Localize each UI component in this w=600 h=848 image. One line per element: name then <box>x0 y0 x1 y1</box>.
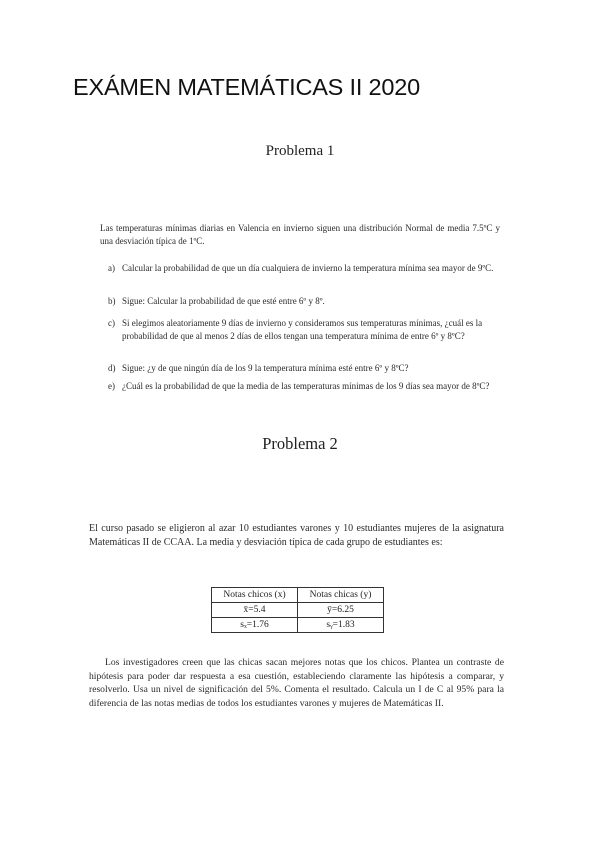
table-cell: ȳ=6.25 <box>298 603 384 618</box>
table-row <box>212 603 384 618</box>
table-cell: sₓ=1.76 <box>212 618 298 633</box>
question-text: Si elegimos aleatoriamente 9 días de invierno y consideramos sus temperaturas mínimas, ¿cuál es la probabilidad de que al menos 2 días de ellos tengan una temperatura mínima de entre 6º y 8ºC? <box>122 318 483 341</box>
table-header-cell: Notas chicos (x) <box>212 588 298 603</box>
statistics-table <box>211 587 384 633</box>
problem-2-heading: Problema 2 <box>262 434 338 453</box>
question-label: e) <box>108 381 115 391</box>
question-c <box>108 317 498 342</box>
table-header-cell: Notas chicas (y) <box>298 588 384 603</box>
problem-2-statement: El curso pasado se eligieron al azar 10 estudiantes varones y 10 estudiantes mujeres de la asignatura Matemáticas II de CCAA. La media y desviación típica de cada grupo de estudiantes es: <box>89 523 504 548</box>
table-header-row <box>212 588 384 603</box>
question-label: b) <box>108 296 116 306</box>
table-cell: x̄=5.4 <box>212 603 298 618</box>
question-label: d) <box>108 363 116 373</box>
question-text: Sigue: Calcular la probabilidad de que esté entre 6º y 8º. <box>122 296 325 306</box>
question-label: a) <box>108 263 115 273</box>
table-cell: sᵧ=1.83 <box>298 618 384 633</box>
question-text: ¿Cuál es la probabilidad de que la media de las temperaturas mínimas de los 9 días sea mayor de 8ºC? <box>122 381 490 391</box>
problem-2-body: Los investigadores creen que las chicas sacan mejores notas que los chicos. Plantea un contraste de hipótesis para poder dar respuesta a esa cuestión, estableciendo claramente las hipótesis a comparar, y resolverlo. Usa un nivel de significación del 5%. Comenta el resultado. Calcula un I de C al 95% para la diferencia de las notas medias de todos los estudiantes varones y mujeres de Matemáticas II. <box>89 657 504 709</box>
question-e <box>108 380 498 393</box>
problem-1-statement: Las temperaturas mínimas diarias en Valencia en invierno siguen una distribución Normal de media 7.5ºC y una desviación típica de 1ºC. <box>100 223 500 246</box>
question-a <box>108 262 498 275</box>
table-row <box>212 618 384 633</box>
question-label: c) <box>108 318 115 328</box>
problem-1-heading: Problema 1 <box>265 143 335 159</box>
question-b <box>108 295 498 308</box>
question-text: Sigue: ¿y de que ningún día de los 9 la temperatura mínima esté entre 6º y 8ºC? <box>122 363 409 373</box>
question-d <box>108 362 498 375</box>
exam-title: EXÁMEN MATEMÁTICAS II 2020 <box>73 74 420 100</box>
question-text: Calcular la probabilidad de que un día cualquiera de invierno la temperatura mínima sea mayor de 9ºC. <box>122 263 494 273</box>
